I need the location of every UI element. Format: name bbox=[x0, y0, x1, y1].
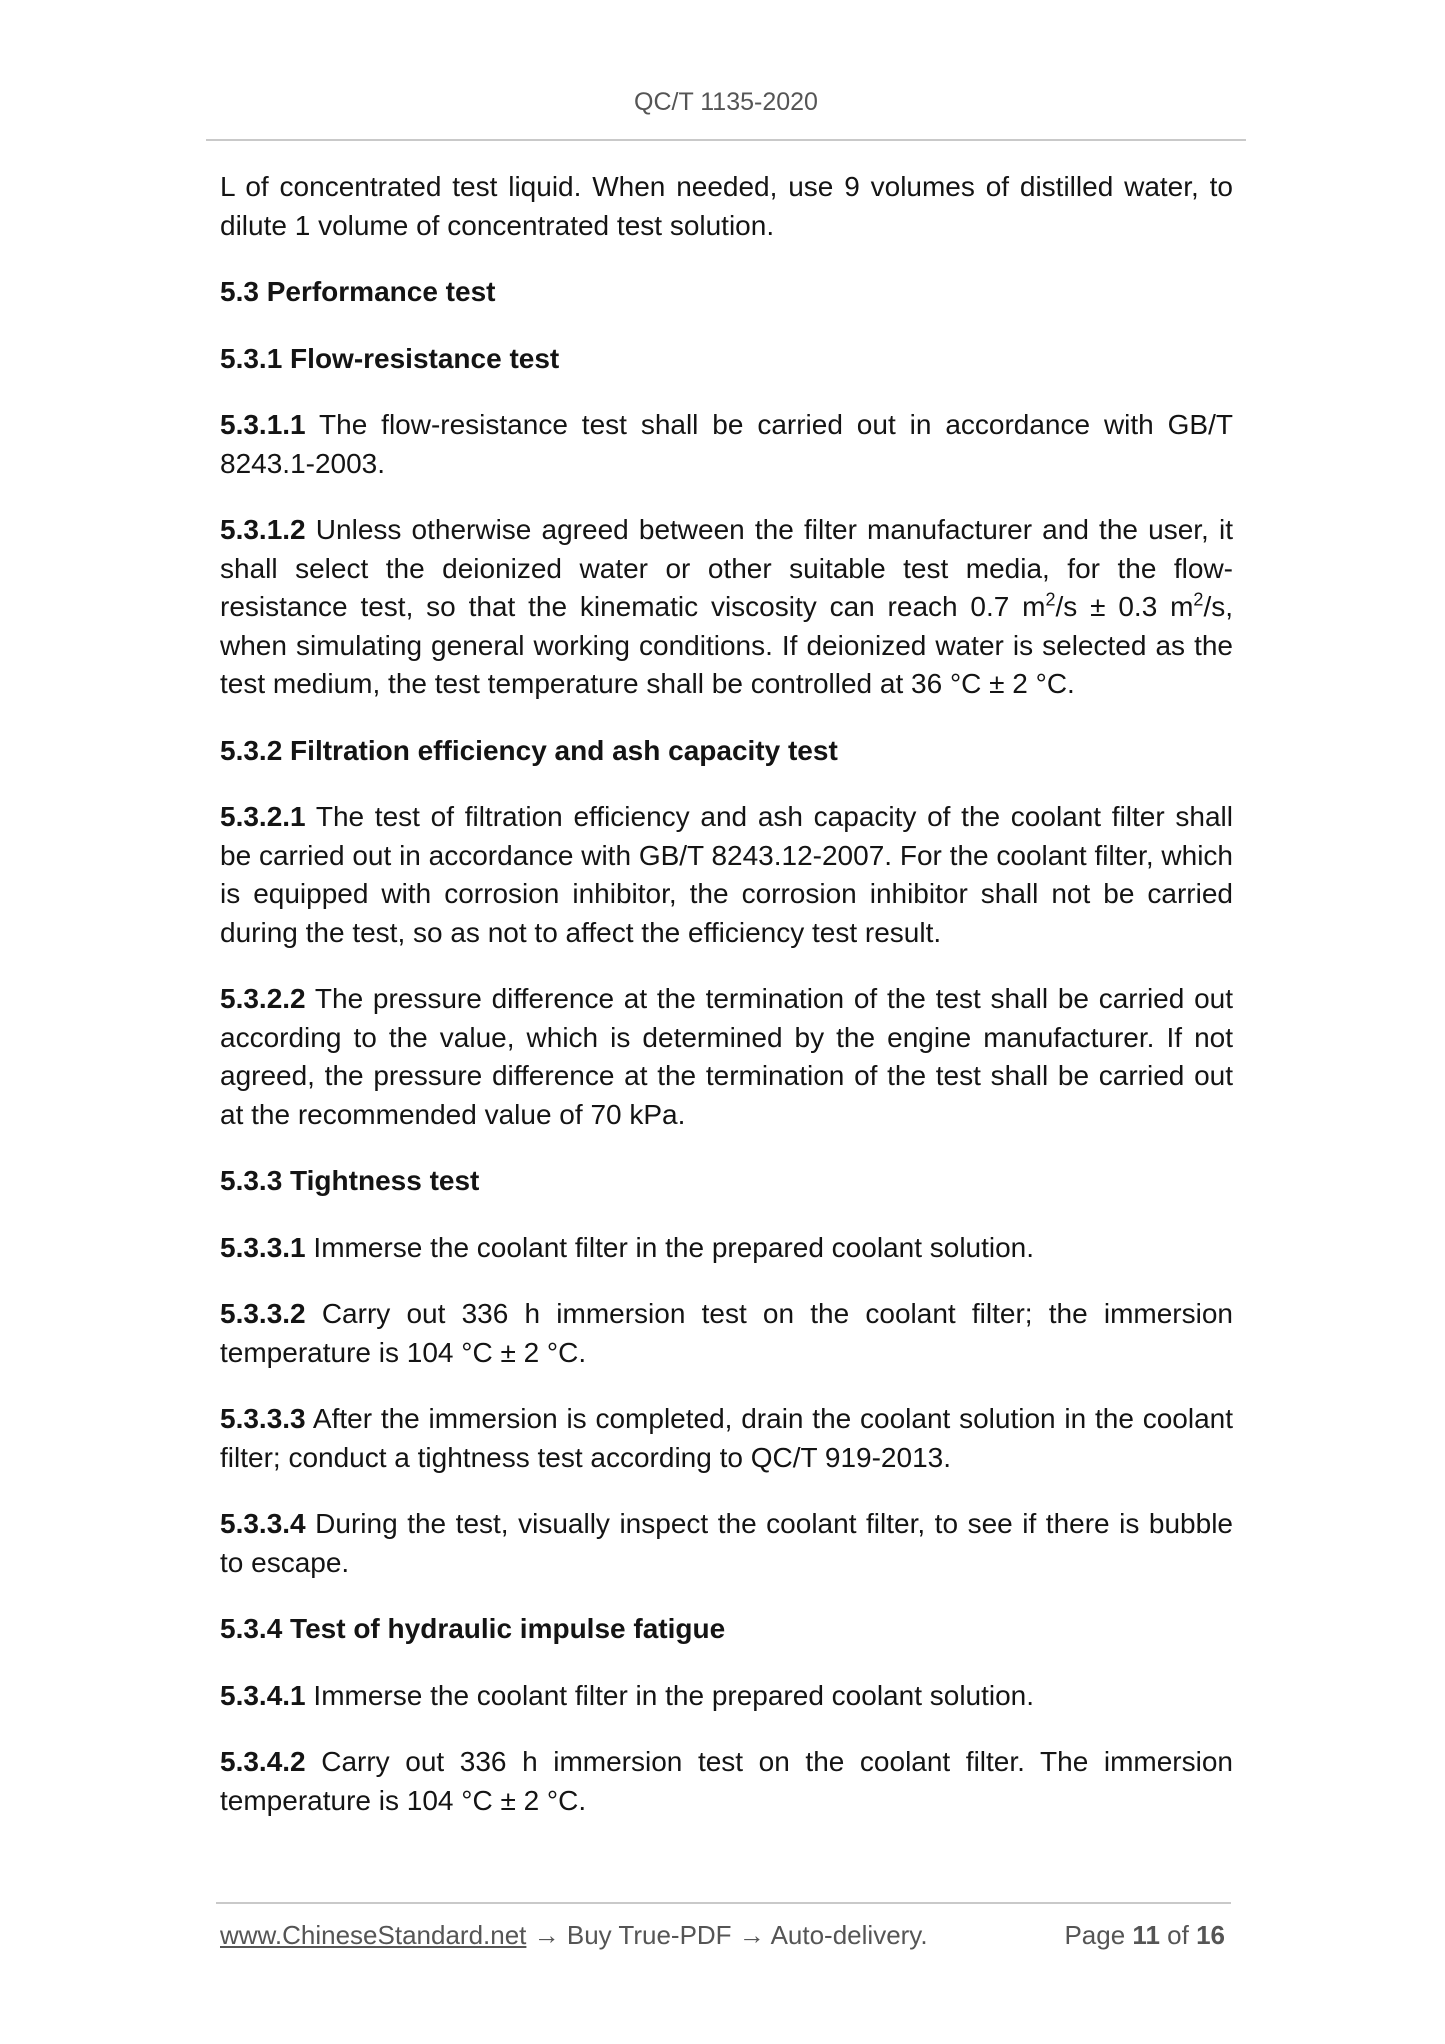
clause-text: Unless otherwise agreed between the filter manufacturer and the user, it shall select the deionized water or other suitable test media, for the flow-resistance test, so that the kinematic viscosity can reach 0.7 m bbox=[220, 514, 1233, 622]
section-heading-5-3: 5.3 Performance test bbox=[220, 276, 496, 307]
clause-number: 5.3.1.2 bbox=[220, 514, 306, 545]
clause-5-3-2-1 bbox=[220, 798, 1233, 952]
section-heading-5-3-1: 5.3.1 Flow-resistance test bbox=[220, 342, 560, 374]
of-word: of bbox=[1167, 1920, 1189, 1950]
superscript: 2 bbox=[1193, 589, 1204, 610]
page-number: 11 bbox=[1132, 1920, 1160, 1950]
section-heading-5-3-2: 5.3.2 Filtration efficiency and ash capacity test bbox=[220, 734, 838, 766]
clause-5-3-2-2 bbox=[220, 980, 1233, 1134]
footer-tagline: → Buy True-PDF → Auto-delivery. bbox=[526, 1920, 928, 1950]
page-footer bbox=[220, 1920, 1233, 1951]
clause-number: 5.3.2.2 bbox=[220, 983, 306, 1014]
clause-5-3-4-1 bbox=[220, 1677, 1233, 1716]
superscript: 2 bbox=[1045, 589, 1056, 610]
clause-5-3-1-2 bbox=[220, 511, 1233, 704]
clause-text: Immerse the coolant filter in the prepared coolant solution. bbox=[305, 1679, 1035, 1711]
clause-text: After the immersion is completed, drain the coolant solution in the coolant filter; conduct a tightness test according to QC/T 919-2013. bbox=[220, 1403, 1233, 1473]
clause-number: 5.3.2.1 bbox=[220, 801, 306, 832]
clause-5-3-4-2 bbox=[220, 1743, 1233, 1820]
clause-text: /s, when simulating general working conditions. If deionized water is selected as the test medium, the test temperature shall be controlled at 36 °C ± 2 °C. bbox=[220, 591, 1233, 699]
clause-number: 5.3.3.1 bbox=[220, 1231, 306, 1263]
clause-number: 5.3.1.1 bbox=[220, 409, 306, 440]
document-body bbox=[220, 168, 1233, 1848]
clause-text: The flow-resistance test shall be carried out in accordance with GB/T 8243.1-2003. bbox=[220, 409, 1233, 479]
clause-text: Carry out 336 h immersion test on the coolant filter; the immersion temperature is 104 °C ± 2 °C. bbox=[220, 1298, 1233, 1368]
page-word: Page bbox=[1064, 1920, 1126, 1950]
clause-text: The pressure difference at the termination of the test shall be carried out according to the value, which is determined by the engine manufacturer. If not agreed, the pressure difference at the termination of the test shall be carried out at the recommended value of 70 kPa. bbox=[220, 983, 1233, 1130]
clause-5-3-3-4 bbox=[220, 1505, 1233, 1582]
website-link[interactable]: www.ChineseStandard.net bbox=[220, 1920, 527, 1950]
clause-text: During the test, visually inspect the coolant filter, to see if there is bubble to escape. bbox=[220, 1508, 1233, 1578]
clause-number: 5.3.4.1 bbox=[220, 1679, 306, 1711]
paragraph-continuation: L of concentrated test liquid. When needed, use 9 volumes of distilled water, to dilute 1 volume of concentrated test solution. bbox=[220, 171, 1233, 241]
clause-number: 5.3.3.3 bbox=[220, 1403, 306, 1434]
footer-divider bbox=[216, 1902, 1231, 1904]
clause-5-3-3-2 bbox=[220, 1295, 1233, 1372]
clause-text: Carry out 336 h immersion test on the coolant filter. The immersion temperature is 104 °C ± 2 °C. bbox=[220, 1746, 1233, 1816]
clause-text: Immerse the coolant filter in the prepared coolant solution. bbox=[305, 1231, 1035, 1263]
clause-text: /s ± 0.3 m bbox=[1055, 591, 1194, 622]
section-heading-5-3-4: 5.3.4 Test of hydraulic impulse fatigue bbox=[220, 1613, 726, 1644]
clause-5-3-1-1 bbox=[220, 406, 1233, 483]
page-total: 16 bbox=[1196, 1920, 1225, 1950]
clause-number: 5.3.3.2 bbox=[220, 1298, 306, 1329]
page-header: QC/T 1135-2020 bbox=[634, 88, 818, 116]
clause-5-3-3-3 bbox=[220, 1400, 1233, 1477]
clause-text: The test of filtration efficiency and ash capacity of the coolant filter shall be carried out in accordance with GB/T 8243.12-2007. For the coolant filter, which is equipped with corrosion inhibitor, the corrosion inhibitor shall not be carried during the test, so as not to affect the efficiency test result. bbox=[220, 801, 1233, 948]
page-indicator bbox=[1064, 1920, 1225, 1951]
clause-5-3-3-1 bbox=[220, 1229, 1233, 1268]
clause-number: 5.3.3.4 bbox=[220, 1508, 306, 1539]
clause-number: 5.3.4.2 bbox=[220, 1746, 306, 1777]
header-divider bbox=[206, 139, 1246, 141]
section-heading-5-3-3: 5.3.3 Tightness test bbox=[220, 1165, 480, 1196]
